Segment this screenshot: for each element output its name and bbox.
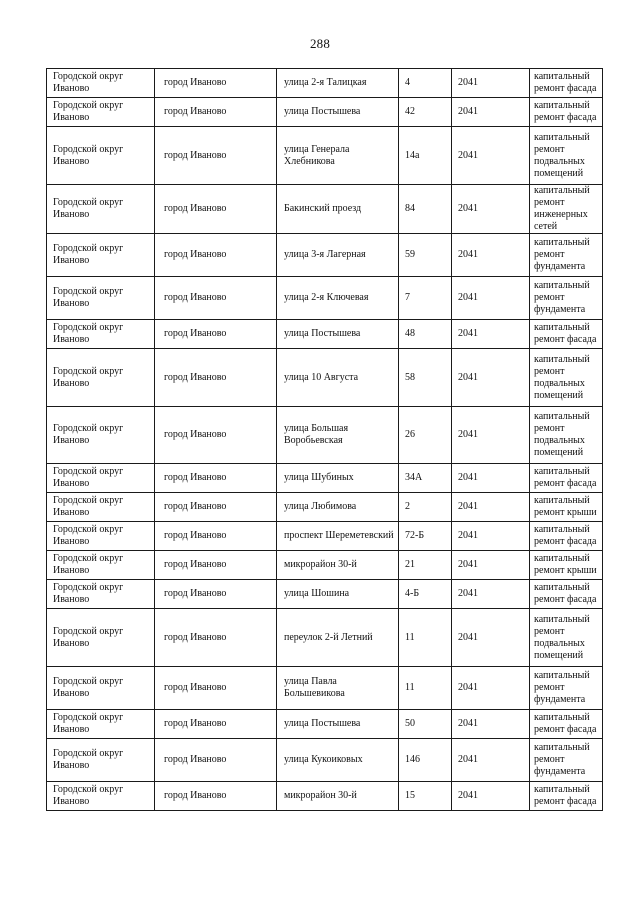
cell-year: 2041 xyxy=(452,522,530,551)
cell-okrug: Городской округ Иваново xyxy=(47,185,155,234)
cell-street: микрорайон 30-й xyxy=(277,551,399,580)
cell-work-type: капитальный ремонт фасада xyxy=(530,522,603,551)
table-row xyxy=(47,710,603,739)
cell-work-type: капитальный ремонт фасада xyxy=(530,98,603,127)
cell-street: улица 10 Августа xyxy=(277,349,399,407)
table-row xyxy=(47,551,603,580)
cell-okrug: Городской округ Иваново xyxy=(47,69,155,98)
cell-city: город Иваново xyxy=(155,782,277,811)
cell-okrug: Городской округ Иваново xyxy=(47,667,155,710)
cell-city: город Иваново xyxy=(155,551,277,580)
table-row xyxy=(47,739,603,782)
cell-work-type: капитальный ремонт фундамента xyxy=(530,667,603,710)
cell-street: улица Павла Большевикова xyxy=(277,667,399,710)
cell-house-number: 48 xyxy=(399,320,452,349)
table-row xyxy=(47,667,603,710)
cell-city: город Иваново xyxy=(155,98,277,127)
cell-year: 2041 xyxy=(452,98,530,127)
table-row xyxy=(47,609,603,667)
table-row xyxy=(47,407,603,464)
cell-year: 2041 xyxy=(452,739,530,782)
cell-work-type: капитальный ремонт инженерных сетей xyxy=(530,185,603,234)
cell-city: город Иваново xyxy=(155,739,277,782)
cell-house-number: 34А xyxy=(399,464,452,493)
cell-house-number: 58 xyxy=(399,349,452,407)
cell-work-type: капитальный ремонт крыши xyxy=(530,551,603,580)
table-row xyxy=(47,782,603,811)
cell-city: город Иваново xyxy=(155,277,277,320)
cell-city: город Иваново xyxy=(155,493,277,522)
cell-work-type: капитальный ремонт подвальных помещений xyxy=(530,127,603,185)
cell-work-type: капитальный ремонт крыши xyxy=(530,493,603,522)
cell-house-number: 2 xyxy=(399,493,452,522)
cell-city: город Иваново xyxy=(155,69,277,98)
cell-year: 2041 xyxy=(452,320,530,349)
cell-street: улица Постышева xyxy=(277,98,399,127)
repair-schedule-table xyxy=(46,68,603,811)
cell-work-type: капитальный ремонт фасада xyxy=(530,580,603,609)
table-row xyxy=(47,320,603,349)
cell-city: город Иваново xyxy=(155,522,277,551)
cell-street: проспект Шереметевский xyxy=(277,522,399,551)
cell-city: город Иваново xyxy=(155,407,277,464)
cell-okrug: Городской округ Иваново xyxy=(47,464,155,493)
cell-house-number: 59 xyxy=(399,234,452,277)
cell-okrug: Городской округ Иваново xyxy=(47,349,155,407)
cell-year: 2041 xyxy=(452,69,530,98)
table-row xyxy=(47,349,603,407)
cell-year: 2041 xyxy=(452,127,530,185)
cell-house-number: 11 xyxy=(399,609,452,667)
cell-street: улица 3-я Лагерная xyxy=(277,234,399,277)
cell-okrug: Городской округ Иваново xyxy=(47,320,155,349)
table-row xyxy=(47,234,603,277)
cell-city: город Иваново xyxy=(155,464,277,493)
cell-city: город Иваново xyxy=(155,667,277,710)
table-row xyxy=(47,493,603,522)
cell-street: улица Постышева xyxy=(277,710,399,739)
cell-year: 2041 xyxy=(452,710,530,739)
cell-year: 2041 xyxy=(452,493,530,522)
cell-okrug: Городской округ Иваново xyxy=(47,609,155,667)
cell-city: город Иваново xyxy=(155,609,277,667)
cell-year: 2041 xyxy=(452,277,530,320)
table-row xyxy=(47,69,603,98)
cell-okrug: Городской округ Иваново xyxy=(47,98,155,127)
cell-house-number: 15 xyxy=(399,782,452,811)
cell-house-number: 21 xyxy=(399,551,452,580)
cell-house-number: 84 xyxy=(399,185,452,234)
cell-street: улица Кукоиковых xyxy=(277,739,399,782)
cell-okrug: Городской округ Иваново xyxy=(47,551,155,580)
cell-okrug: Городской округ Иваново xyxy=(47,277,155,320)
cell-year: 2041 xyxy=(452,407,530,464)
cell-street: улица Шошина xyxy=(277,580,399,609)
cell-house-number: 146 xyxy=(399,739,452,782)
cell-city: город Иваново xyxy=(155,349,277,407)
page-number: 288 xyxy=(309,36,331,51)
table-row xyxy=(47,277,603,320)
cell-okrug: Городской округ Иваново xyxy=(47,580,155,609)
cell-year: 2041 xyxy=(452,667,530,710)
cell-street: улица 2-я Талицкая xyxy=(277,69,399,98)
table-row xyxy=(47,127,603,185)
cell-year: 2041 xyxy=(452,580,530,609)
cell-work-type: капитальный ремонт фасада xyxy=(530,464,603,493)
table-row xyxy=(47,98,603,127)
cell-city: город Иваново xyxy=(155,234,277,277)
cell-street: улица Шубиных xyxy=(277,464,399,493)
cell-work-type: капитальный ремонт фундамента xyxy=(530,739,603,782)
table-row xyxy=(47,464,603,493)
cell-house-number: 4 xyxy=(399,69,452,98)
cell-city: город Иваново xyxy=(155,320,277,349)
cell-work-type: капитальный ремонт подвальных помещений xyxy=(530,407,603,464)
cell-work-type: капитальный ремонт фасада xyxy=(530,69,603,98)
cell-house-number: 26 xyxy=(399,407,452,464)
cell-work-type: капитальный ремонт подвальных помещений xyxy=(530,609,603,667)
table-row xyxy=(47,522,603,551)
cell-city: город Иваново xyxy=(155,710,277,739)
table-body xyxy=(47,69,603,811)
cell-work-type: капитальный ремонт фундамента xyxy=(530,277,603,320)
cell-work-type: капитальный ремонт фасада xyxy=(530,320,603,349)
table-row xyxy=(47,185,603,234)
cell-year: 2041 xyxy=(452,551,530,580)
cell-house-number: 7 xyxy=(399,277,452,320)
cell-okrug: Городской округ Иваново xyxy=(47,127,155,185)
cell-okrug: Городской округ Иваново xyxy=(47,710,155,739)
cell-work-type: капитальный ремонт фасада xyxy=(530,782,603,811)
cell-house-number: 11 xyxy=(399,667,452,710)
cell-street: улица 2-я Ключевая xyxy=(277,277,399,320)
cell-okrug: Городской округ Иваново xyxy=(47,782,155,811)
cell-street: переулок 2-й Летний xyxy=(277,609,399,667)
cell-street: улица Генерала Хлебникова xyxy=(277,127,399,185)
cell-work-type: капитальный ремонт фасада xyxy=(530,710,603,739)
cell-city: город Иваново xyxy=(155,185,277,234)
cell-okrug: Городской округ Иваново xyxy=(47,493,155,522)
cell-okrug: Городской округ Иваново xyxy=(47,407,155,464)
cell-street: улица Постышева xyxy=(277,320,399,349)
cell-house-number: 42 xyxy=(399,98,452,127)
cell-city: город Иваново xyxy=(155,127,277,185)
cell-year: 2041 xyxy=(452,185,530,234)
table-row xyxy=(47,580,603,609)
cell-okrug: Городской округ Иваново xyxy=(47,522,155,551)
cell-year: 2041 xyxy=(452,234,530,277)
cell-house-number: 14а xyxy=(399,127,452,185)
cell-work-type: капитальный ремонт фундамента xyxy=(530,234,603,277)
cell-street: улица Большая Воробьевская xyxy=(277,407,399,464)
cell-year: 2041 xyxy=(452,782,530,811)
cell-city: город Иваново xyxy=(155,580,277,609)
cell-house-number: 50 xyxy=(399,710,452,739)
cell-year: 2041 xyxy=(452,349,530,407)
cell-work-type: капитальный ремонт подвальных помещений xyxy=(530,349,603,407)
cell-year: 2041 xyxy=(452,609,530,667)
cell-okrug: Городской округ Иваново xyxy=(47,234,155,277)
cell-street: микрорайон 30-й xyxy=(277,782,399,811)
cell-house-number: 72-Б xyxy=(399,522,452,551)
cell-street: Бакинский проезд xyxy=(277,185,399,234)
cell-house-number: 4-Б xyxy=(399,580,452,609)
cell-street: улица Любимова xyxy=(277,493,399,522)
cell-okrug: Городской округ Иваново xyxy=(47,739,155,782)
cell-year: 2041 xyxy=(452,464,530,493)
